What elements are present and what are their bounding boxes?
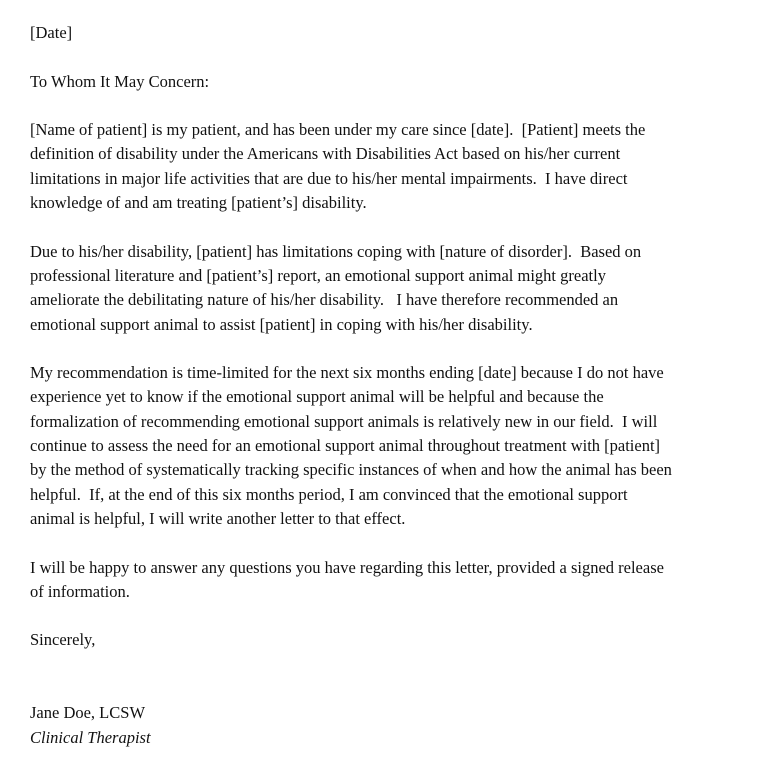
paragraph-line: ameliorate the debilitating nature of his/her disability. I have therefore recommended an [30,290,619,310]
letter-salutation: To Whom It May Concern: [30,71,210,91]
signer-title: Clinical Therapist [30,727,151,747]
signer-name: Jane Doe, LCSW [30,703,146,723]
paragraph-line: emotional support animal to assist [patient] in coping with his/her disability. [30,314,533,334]
letter-body [30,21,745,750]
paragraph-patient-care [30,118,745,215]
paragraph-line: My recommendation is time-limited for the next six months ending [date] because I do not have [30,363,664,383]
paragraph-line: of information. [30,581,130,601]
paragraph-line: helpful. If, at the end of this six months period, I am convinced that the emotional support [30,484,628,504]
paragraph-line: professional literature and [patient’s] report, an emotional support animal might greatly [30,265,606,285]
paragraph-line: limitations in major life activities that are due to his/her mental impairments. I have direct [30,168,628,188]
paragraph-recommendation [30,361,745,531]
paragraph-questions [30,556,745,605]
paragraph-line: I will be happy to answer any questions you have regarding this letter, provided a signed release [30,557,664,577]
paragraph-line: experience yet to know if the emotional support animal will be helpful and because the [30,387,604,407]
letter-closing: Sincerely, [30,630,96,650]
paragraph-line: continue to assess the need for an emotional support animal throughout treatment with [patient] [30,436,661,456]
paragraph-line: formalization of recommending emotional support animals is relatively new in our field. I will [30,411,658,431]
paragraph-line: animal is helpful, I will write another letter to that effect. [30,508,406,528]
paragraph-line: definition of disability under the Americans with Disabilities Act based on his/her current [30,144,621,164]
paragraph-line: [Name of patient] is my patient, and has been under my care since [date]. [Patient] meets the [30,120,646,140]
paragraph-line: knowledge of and am treating [patient’s] disability. [30,193,367,213]
paragraph-limitations [30,240,745,337]
letter-date: [Date] [30,23,73,42]
paragraph-line: Due to his/her disability, [patient] has limitations coping with [nature of disorder]. Based on [30,241,642,261]
paragraph-line: by the method of systematically tracking specific instances of when and how the animal has been [30,460,672,480]
